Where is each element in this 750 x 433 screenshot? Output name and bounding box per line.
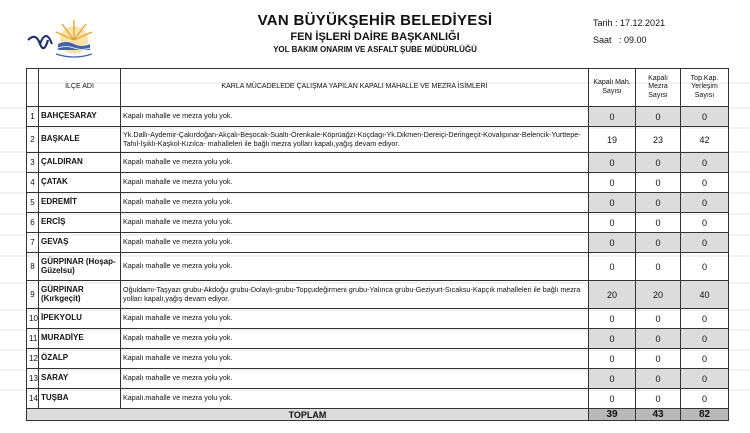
closed-hamlets-count: 0 bbox=[636, 329, 681, 349]
settlement-list: Kapalı.mahalle ve mezra yolu yok. bbox=[121, 389, 589, 409]
time-label: Saat bbox=[593, 35, 612, 45]
closed-roads-table bbox=[26, 68, 729, 421]
table-row bbox=[27, 329, 729, 349]
district-name: MURADİYE bbox=[39, 329, 121, 349]
settlement-list: Kapalı mahalle ve mezra yolu yok. bbox=[121, 193, 589, 213]
settlement-list: Kapalı mahalle ve mezra yolu yok. bbox=[121, 349, 589, 369]
row-number: 8 bbox=[27, 253, 39, 281]
closed-hamlets-count: 0 bbox=[636, 389, 681, 409]
total-closed-count: 0 bbox=[681, 153, 729, 173]
date-line bbox=[593, 18, 665, 28]
district-name: ÖZALP bbox=[39, 349, 121, 369]
closed-neighborhoods-count: 0 bbox=[589, 233, 636, 253]
settlement-list: Kapalı mahalle ve mezra yolu yok. bbox=[121, 329, 589, 349]
closed-hamlets-count: 0 bbox=[636, 309, 681, 329]
row-number: 6 bbox=[27, 213, 39, 233]
closed-neighborhoods-count: 0 bbox=[589, 173, 636, 193]
total-neighborhoods: 39 bbox=[589, 409, 636, 421]
row-number: 9 bbox=[27, 281, 39, 309]
settlement-list: Kapalı mahalle ve mezra yolu yok. bbox=[121, 153, 589, 173]
closed-neighborhoods-count: 0 bbox=[589, 329, 636, 349]
table-row bbox=[27, 369, 729, 389]
closed-hamlets-count: 0 bbox=[636, 193, 681, 213]
total-closed-count: 40 bbox=[681, 281, 729, 309]
total-closed-count: 0 bbox=[681, 233, 729, 253]
row-number: 3 bbox=[27, 153, 39, 173]
district-name: ÇATAK bbox=[39, 173, 121, 193]
closed-hamlets-count: 23 bbox=[636, 127, 681, 153]
total-closed-count: 0 bbox=[681, 107, 729, 127]
row-number: 13 bbox=[27, 369, 39, 389]
settlement-list: Yk.Dallı-Aydemir-Çakırdoğan-Akçalı-Beşocak-Sualtı-Örenkale-Köprüağzı-Koçdagı-Yk.Dikmen-Dereiçi-Deringeçit-Kovalıpınar-Belencik-Yurttepe-Tahıl-Işıklı-Kaşkol-Kızılca- mahalleleri ile bağlı mezra yolları kapalı,yağış devam ediyor. bbox=[121, 127, 589, 153]
closed-neighborhoods-count: 0 bbox=[589, 389, 636, 409]
total-closed-count: 0 bbox=[681, 349, 729, 369]
total-settlements: 82 bbox=[681, 409, 729, 421]
table-row bbox=[27, 127, 729, 153]
closed-neighborhoods-count: 0 bbox=[589, 153, 636, 173]
table-row bbox=[27, 309, 729, 329]
district-name: GÜRPINAR (Hoşap-Güzelsu) bbox=[39, 253, 121, 281]
district-name: ÇALDIRAN bbox=[39, 153, 121, 173]
settlement-list: Kapalı mahalle ve mezra yolu yok. bbox=[121, 107, 589, 127]
department-name: FEN İŞLERİ DAİRE BAŞKANLIĞI bbox=[290, 31, 460, 43]
closed-hamlets-count: 0 bbox=[636, 107, 681, 127]
table-row bbox=[27, 281, 729, 309]
closed-neighborhoods-count: 0 bbox=[589, 369, 636, 389]
closed-neighborhoods-count: 20 bbox=[589, 281, 636, 309]
header-total-closed: Top.Kap. Yerleşim Sayısı bbox=[681, 69, 729, 107]
closed-hamlets-count: 0 bbox=[636, 349, 681, 369]
row-number: 4 bbox=[27, 173, 39, 193]
row-number: 14 bbox=[27, 389, 39, 409]
district-name: SARAY bbox=[39, 369, 121, 389]
closed-neighborhoods-count: 0 bbox=[589, 107, 636, 127]
row-number: 5 bbox=[27, 193, 39, 213]
row-number: 11 bbox=[27, 329, 39, 349]
district-name: GÜRPINAR (Kırkgeçit) bbox=[39, 281, 121, 309]
table-header-row bbox=[27, 69, 729, 107]
district-name: BAHÇESARAY bbox=[39, 107, 121, 127]
settlement-list: Kapalı mahalle ve mezra yolu yok. bbox=[121, 233, 589, 253]
header-settlement-list: KARLA MÜCADELEDE ÇALIŞMA YAPILAN KAPALI MAHALLE VE MEZRA İSİMLERİ bbox=[121, 69, 589, 107]
closed-neighborhoods-count: 0 bbox=[589, 349, 636, 369]
table-row bbox=[27, 233, 729, 253]
settlement-list: Kapalı mahalle ve mezra yolu yok. bbox=[121, 369, 589, 389]
time-line bbox=[593, 35, 647, 45]
total-closed-count: 0 bbox=[681, 193, 729, 213]
closed-neighborhoods-count: 0 bbox=[589, 193, 636, 213]
table-row bbox=[27, 253, 729, 281]
row-number: 2 bbox=[27, 127, 39, 153]
total-closed-count: 0 bbox=[681, 253, 729, 281]
totals-label: TOPLAM bbox=[27, 409, 589, 421]
header-closed-hamlets: Kapalı Mezra Sayısı bbox=[636, 69, 681, 107]
table-row bbox=[27, 107, 729, 127]
total-closed-count: 0 bbox=[681, 389, 729, 409]
total-closed-count: 0 bbox=[681, 213, 729, 233]
settlement-list: Kapalı mahalle ve mezra yolu yok. bbox=[121, 309, 589, 329]
total-closed-count: 0 bbox=[681, 369, 729, 389]
table-row bbox=[27, 193, 729, 213]
total-closed-count: 42 bbox=[681, 127, 729, 153]
closed-neighborhoods-count: 0 bbox=[589, 309, 636, 329]
table-row bbox=[27, 213, 729, 233]
settlement-list: Oğuldamı-Taşyazı grubu-Akdoğu grubu-Dolaylı-grubu-Topçudeğirmeni grubu-Yalınca grubu-Geziyurt-Sıcaksu-Kapçık mahalleleri ile bağlı mezra yolları kapalı,yağış devam ediyor. bbox=[121, 281, 589, 309]
unit-name: YOL BAKIM ONARIM VE ASFALT ŞUBE MÜDÜRLÜĞÜ bbox=[273, 45, 477, 54]
settlement-list: Kapalı mahalle ve mezra yolu yok. bbox=[121, 253, 589, 281]
table-row bbox=[27, 173, 729, 193]
row-number: 7 bbox=[27, 233, 39, 253]
total-closed-count: 0 bbox=[681, 173, 729, 193]
district-name: EDREMİT bbox=[39, 193, 121, 213]
time-value: : 09.00 bbox=[619, 35, 647, 45]
district-name: BAŞKALE bbox=[39, 127, 121, 153]
settlement-list: Kapalı mahalle ve mezra yolu yok. bbox=[121, 173, 589, 193]
total-closed-count: 0 bbox=[681, 309, 729, 329]
page-title: VAN BÜYÜKŞEHİR BELEDİYESİ bbox=[257, 12, 493, 29]
row-number: 1 bbox=[27, 107, 39, 127]
row-number: 12 bbox=[27, 349, 39, 369]
closed-hamlets-count: 20 bbox=[636, 281, 681, 309]
header-district: İLÇE ADI bbox=[39, 69, 121, 107]
date-value: : 17.12.2021 bbox=[615, 18, 666, 28]
totals-row bbox=[27, 409, 729, 421]
closed-hamlets-count: 0 bbox=[636, 213, 681, 233]
header-no bbox=[27, 69, 39, 107]
closed-hamlets-count: 0 bbox=[636, 233, 681, 253]
header-closed-neighborhoods: Kapalı Mah. Sayısı bbox=[589, 69, 636, 107]
table-row bbox=[27, 389, 729, 409]
closed-neighborhoods-count: 19 bbox=[589, 127, 636, 153]
closed-hamlets-count: 0 bbox=[636, 253, 681, 281]
district-name: ERCİŞ bbox=[39, 213, 121, 233]
closed-neighborhoods-count: 0 bbox=[589, 213, 636, 233]
closed-hamlets-count: 0 bbox=[636, 173, 681, 193]
closed-hamlets-count: 0 bbox=[636, 369, 681, 389]
district-name: GEVAŞ bbox=[39, 233, 121, 253]
closed-neighborhoods-count: 0 bbox=[589, 253, 636, 281]
district-name: İPEKYOLU bbox=[39, 309, 121, 329]
closed-hamlets-count: 0 bbox=[636, 153, 681, 173]
total-hamlets: 43 bbox=[636, 409, 681, 421]
date-label: Tarih bbox=[593, 18, 613, 28]
table-row bbox=[27, 349, 729, 369]
row-number: 10 bbox=[27, 309, 39, 329]
settlement-list: Kapalı mahalle ve mezra yolu yok. bbox=[121, 213, 589, 233]
table-row bbox=[27, 153, 729, 173]
district-name: TUŞBA bbox=[39, 389, 121, 409]
total-closed-count: 0 bbox=[681, 329, 729, 349]
